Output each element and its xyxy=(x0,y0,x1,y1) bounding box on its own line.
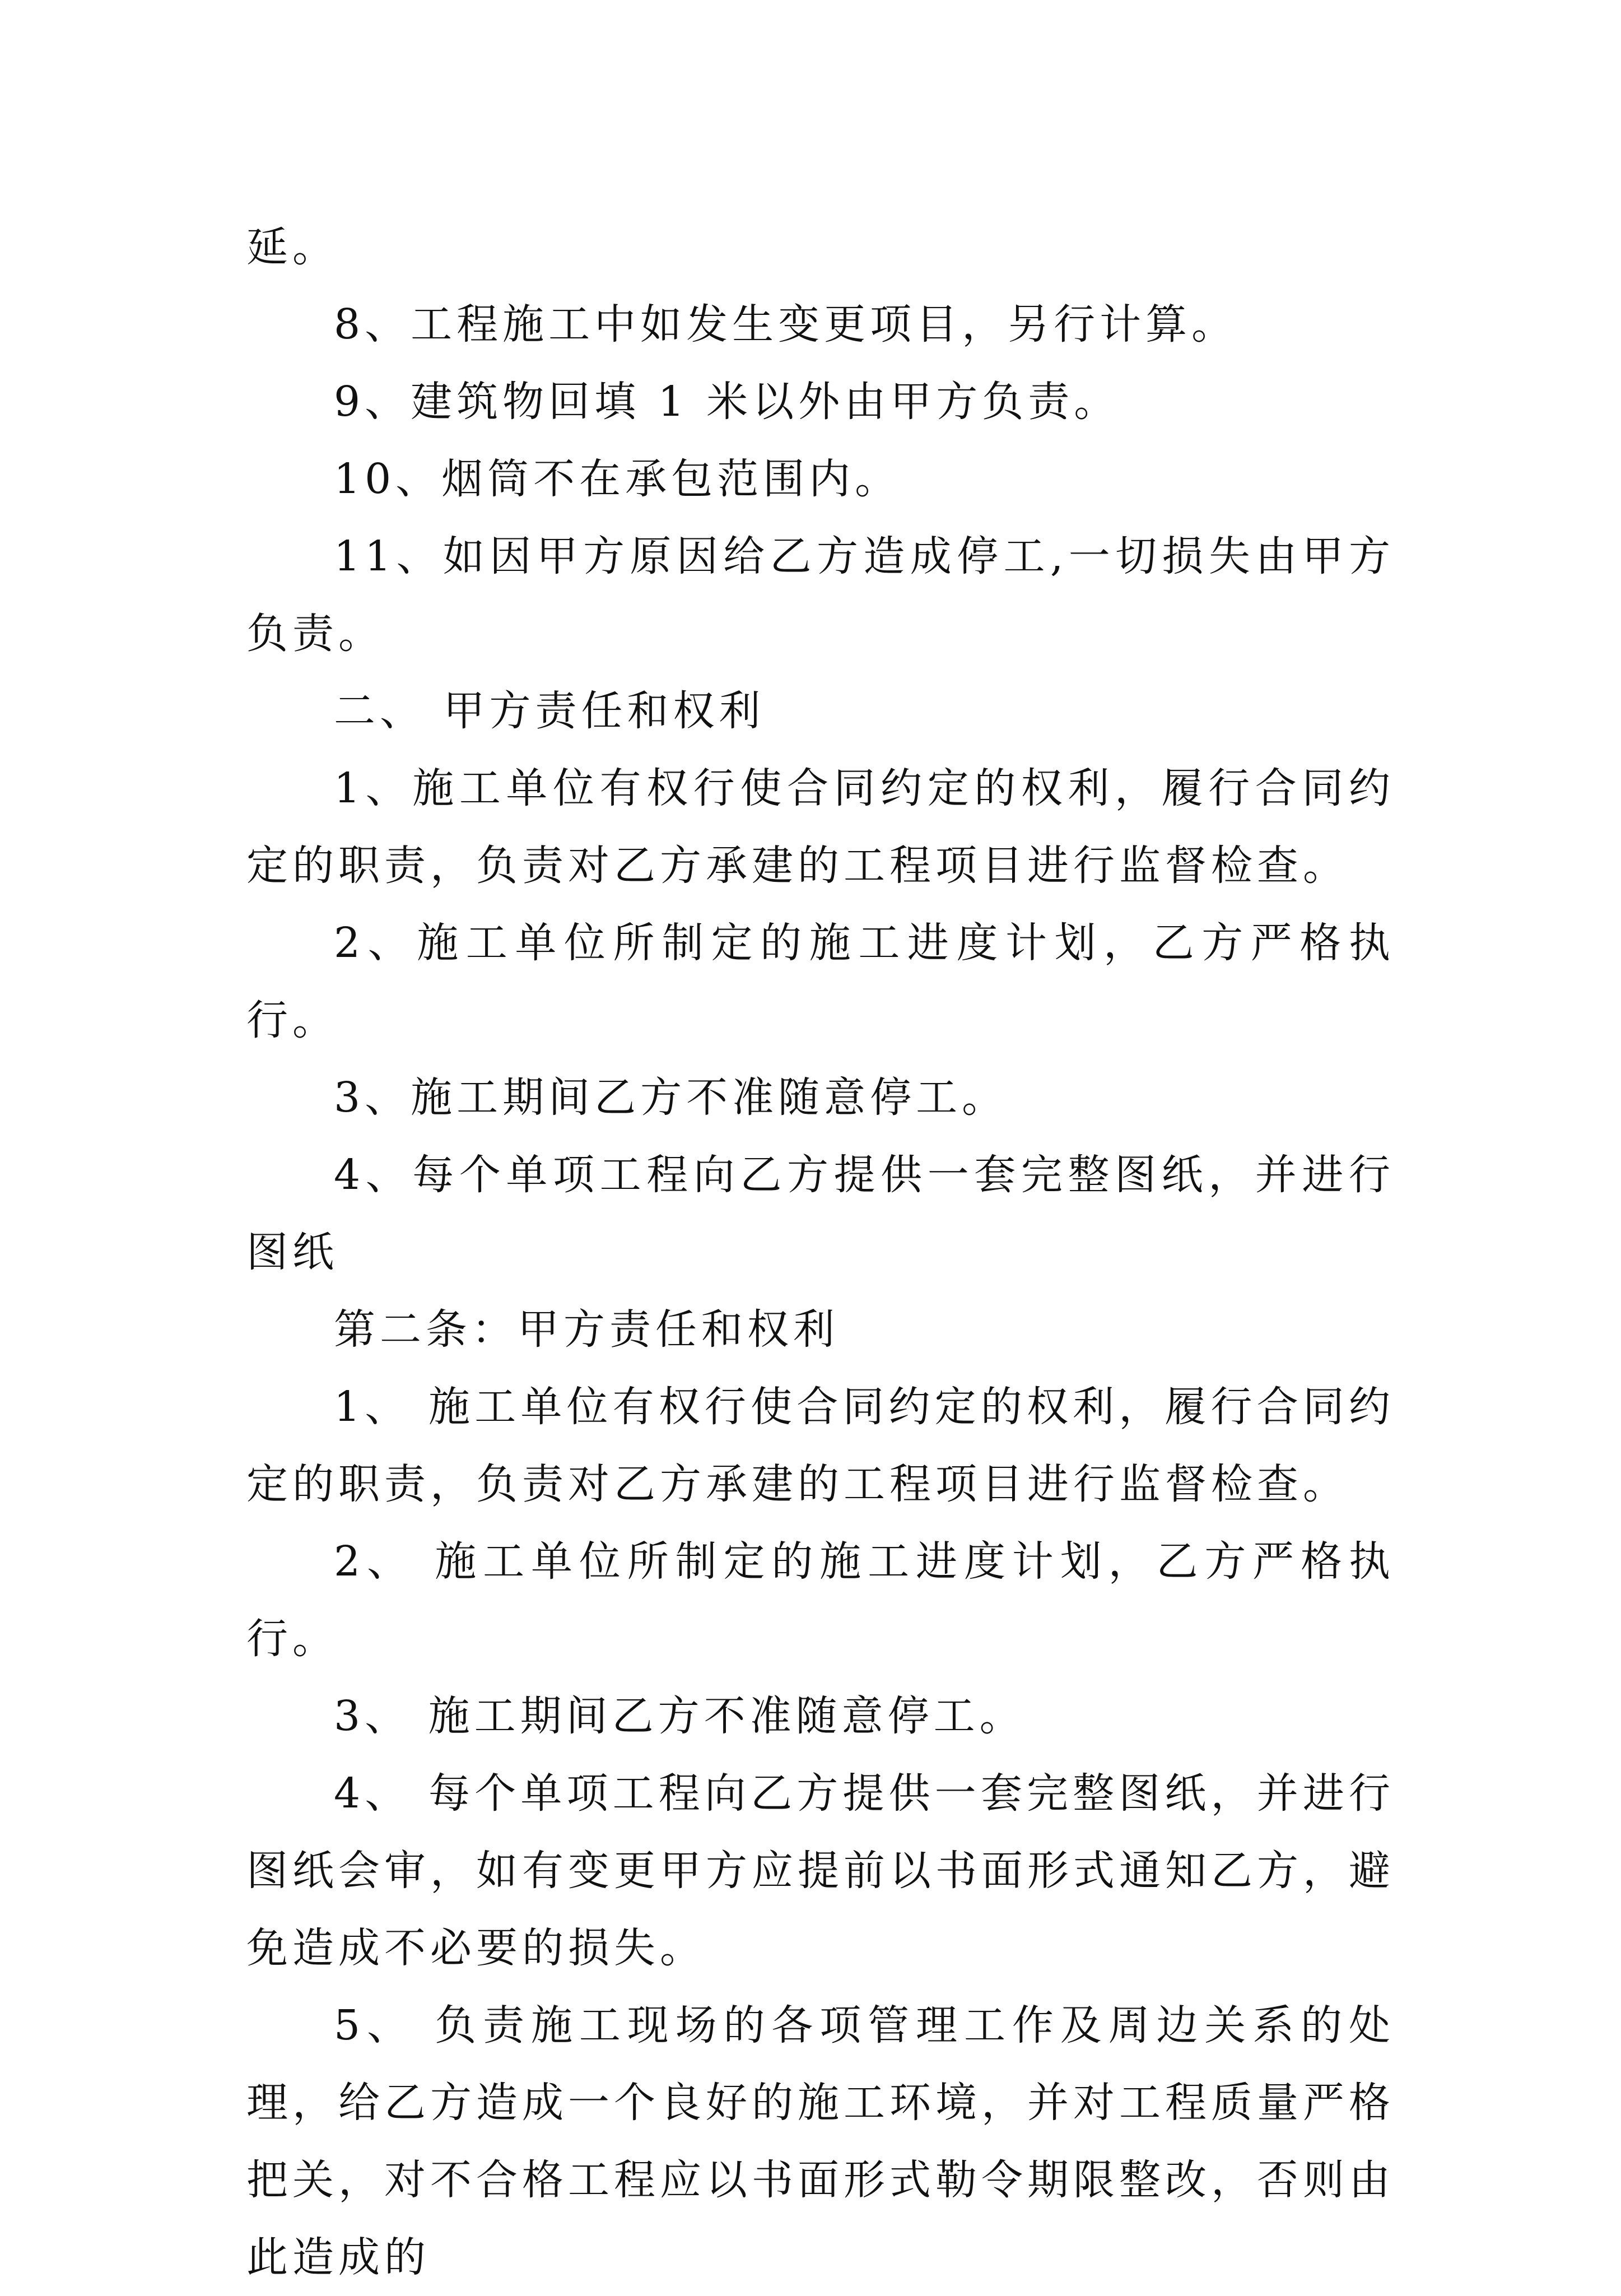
article-heading-2: 第二条：甲方责任和权利 xyxy=(334,1305,839,1354)
paragraph-section2-item-3: 3、施工期间乙方不准随意停工。 xyxy=(334,1073,1008,1122)
paragraph-section2-item-1: 1、施工单位有权行使合同约定的权利，履行合同约定的职责，负责对乙方承建的工程项目进行监督检查。 xyxy=(246,764,1395,890)
paragraph-continuation: 延。 xyxy=(246,223,338,271)
paragraph-item-11: 11、如因甲方原因给乙方造成停工,一切损失由甲方负责。 xyxy=(246,532,1395,658)
section-heading-2: 二、 甲方责任和权利 xyxy=(334,687,765,735)
paragraph-section2-item-2: 2、施工单位所制定的施工进度计划，乙方严格执行。 xyxy=(246,919,1395,1044)
document-body xyxy=(246,208,1395,2296)
paragraph-article2-item-1: 1、 施工单位有权行使合同约定的权利，履行合同约定的职责，负责对乙方承建的工程项目进行监督检查。 xyxy=(246,1383,1395,1508)
paragraph-item-8: 8、工程施工中如发生变更项目，另行计算。 xyxy=(334,300,1238,348)
paragraph-section2-item-4: 4、每个单项工程向乙方提供一套完整图纸，并进行图纸 xyxy=(246,1151,1395,1276)
paragraph-item-9: 9、建筑物回填 1 米以外由甲方负责。 xyxy=(334,378,1120,426)
paragraph-article2-item-5: 5、 负责施工现场的各项管理工作及周边关系的处理，给乙方造成一个良好的施工环境，并对工程质量严格把关，对不合格工程应以书面形式勒令期限整改，否则由此造成的 xyxy=(246,2001,1395,2281)
paragraph-article2-item-3: 3、 施工期间乙方不准随意停工。 xyxy=(334,1692,1026,1740)
paragraph-article2-item-2: 2、 施工单位所制定的施工进度计划，乙方严格执行。 xyxy=(246,1537,1395,1663)
paragraph-article2-item-4: 4、 每个单项工程向乙方提供一套完整图纸，并进行图纸会审，如有变更甲方应提前以书面形式通知乙方，避免造成不必要的损失。 xyxy=(246,1769,1395,1972)
paragraph-item-10: 10、烟筒不在承包范围内。 xyxy=(334,455,901,503)
